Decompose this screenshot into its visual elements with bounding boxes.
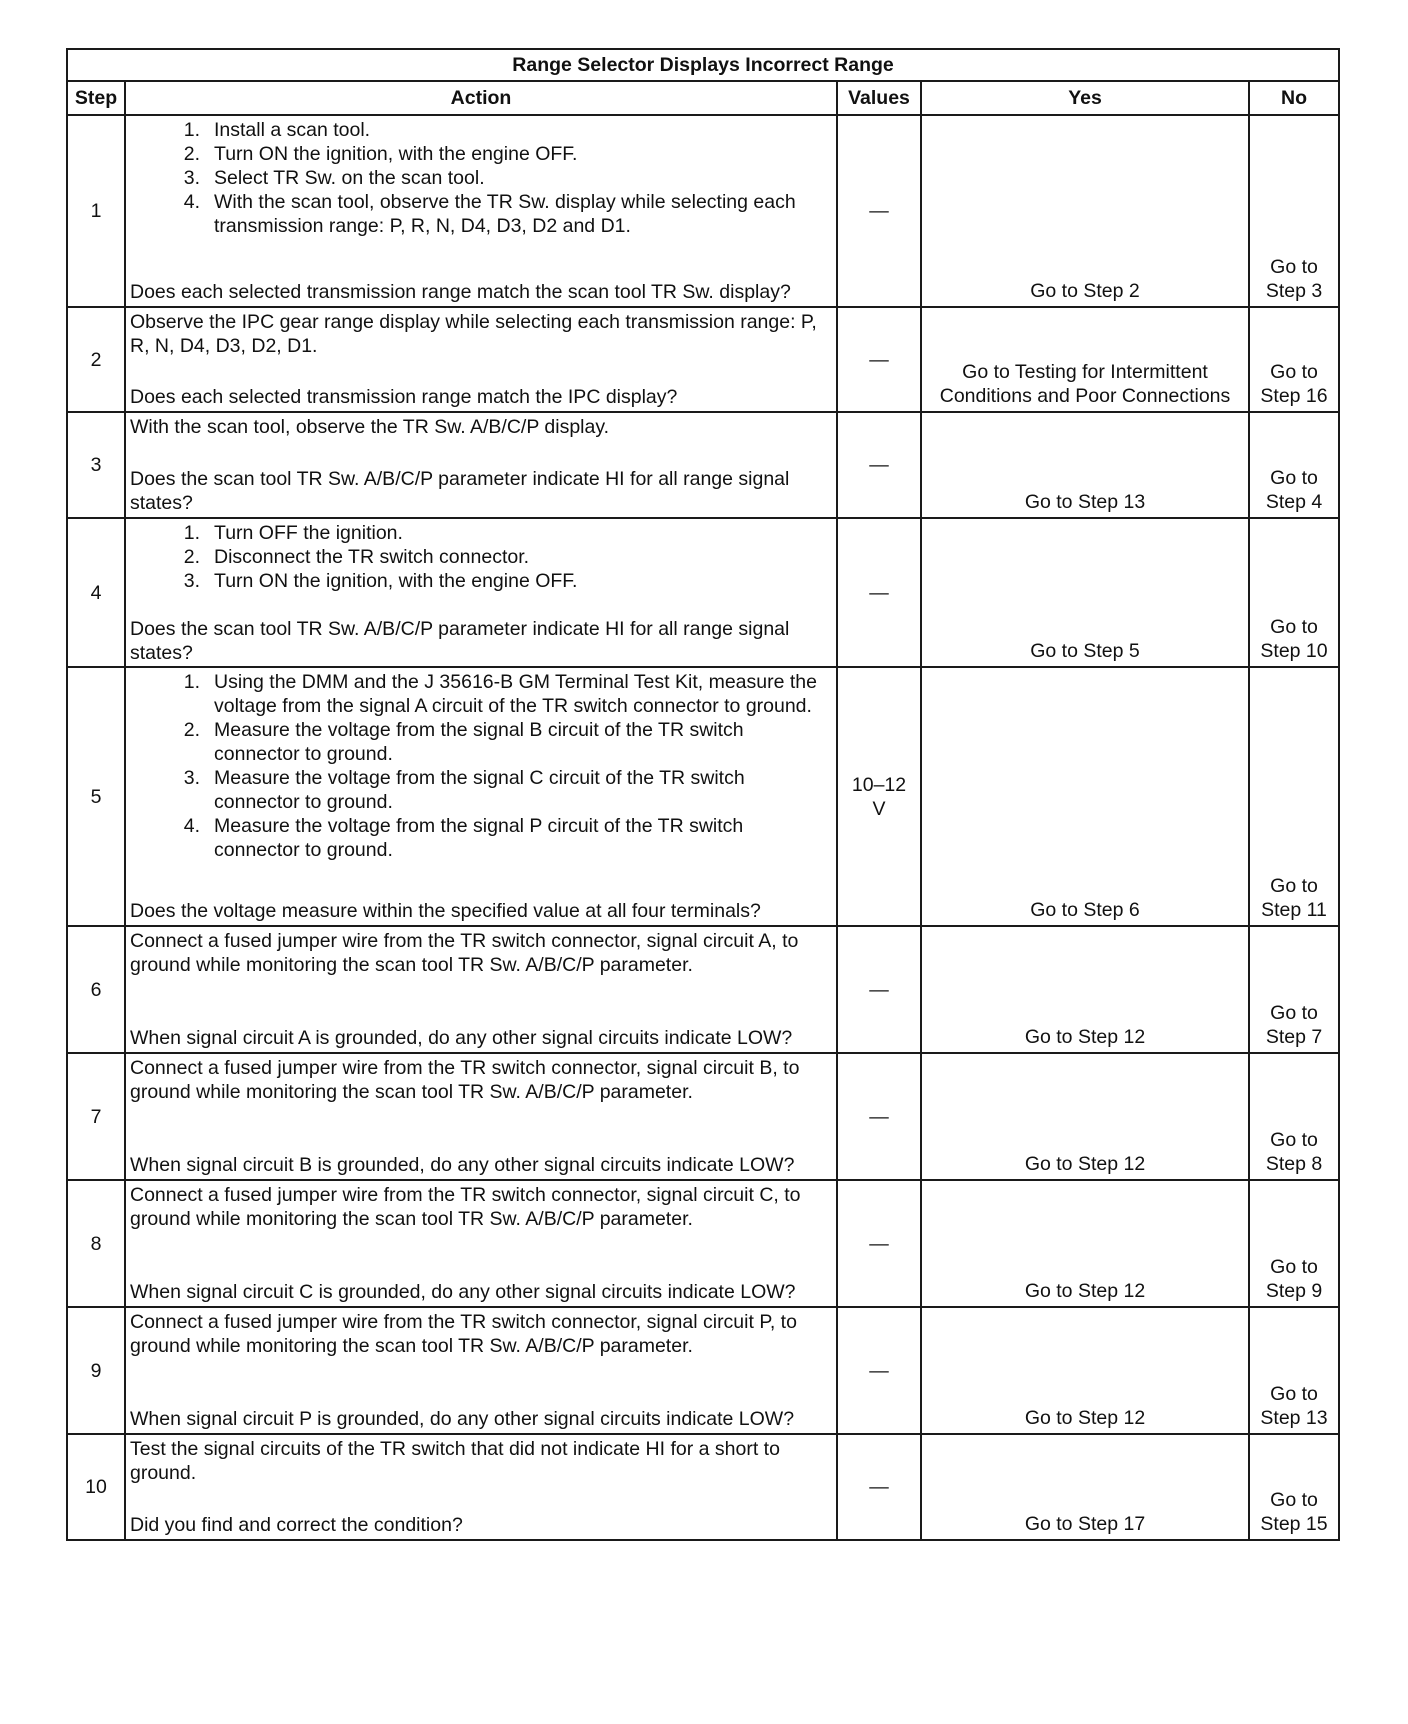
action-intro: Connect a fused jumper wire from the TR switch connector, signal circuit C, to ground while monitoring the scan tool TR Sw. A/B/C/P parameter. — [130, 1184, 801, 1230]
no-cell: Go to Step 15 — [1249, 1434, 1339, 1540]
list-item-text: Using the DMM and the J 35616-B GM Terminal Test Kit, measure the voltage from the signal A circuit of the TR switch connector to ground. — [214, 671, 817, 717]
action-cell — [125, 1180, 837, 1307]
list-item-text: Turn OFF the ignition. — [214, 522, 403, 544]
table-row — [67, 926, 1339, 1053]
header-values: Values — [837, 81, 921, 115]
action-cell — [125, 518, 837, 667]
values-cell: — — [837, 1180, 921, 1307]
action-intro: Connect a fused jumper wire from the TR switch connector, signal circuit P, to ground while monitoring the scan tool TR Sw. A/B/C/P parameter. — [130, 1311, 797, 1357]
action-cell — [125, 1434, 837, 1540]
values-cell: — — [837, 1307, 921, 1434]
table-row — [67, 667, 1339, 926]
yes-cell: Go to Step 12 — [921, 1053, 1249, 1180]
no-cell: Go to Step 9 — [1249, 1180, 1339, 1307]
no-cell: Go to Step 11 — [1249, 667, 1339, 926]
values-cell: — — [837, 926, 921, 1053]
action-intro: Connect a fused jumper wire from the TR switch connector, signal circuit A, to ground while monitoring the scan tool TR Sw. A/B/C/P parameter. — [130, 930, 799, 976]
values-cell: — — [837, 518, 921, 667]
list-item-text: Turn ON the ignition, with the engine OFF. — [214, 570, 578, 592]
no-cell: Go to Step 3 — [1249, 115, 1339, 307]
list-item-text: Select TR Sw. on the scan tool. — [214, 167, 485, 189]
action-question: Did you find and correct the condition? — [130, 1514, 463, 1536]
list-item: 1. Using the DMM and the J 35616-B GM Terminal Test Kit, measure the voltage from the signal A circuit of the TR switch connector to ground. — [183, 671, 817, 717]
no-cell: Go to Step 13 — [1249, 1307, 1339, 1434]
table-title: Range Selector Displays Incorrect Range — [67, 49, 1339, 81]
list-item: 3. Turn ON the ignition, with the engine OFF. — [183, 570, 578, 592]
no-cell: Go to Step 8 — [1249, 1053, 1339, 1180]
table-row — [67, 518, 1339, 667]
step-number: 8 — [67, 1180, 125, 1307]
values-cell: — — [837, 307, 921, 412]
action-cell — [125, 115, 837, 307]
table-row — [67, 307, 1339, 412]
action-question: When signal circuit C is grounded, do any other signal circuits indicate LOW? — [130, 1281, 796, 1303]
yes-cell: Go to Step 5 — [921, 518, 1249, 667]
action-cell — [125, 1307, 837, 1434]
yes-cell: Go to Step 12 — [921, 1180, 1249, 1307]
action-intro: Observe the IPC gear range display while selecting each transmission range: P, R, N, D4, D3, D2, D1. — [130, 311, 817, 357]
action-list — [130, 118, 832, 238]
list-item: 1. Install a scan tool. — [183, 119, 371, 141]
header-no: No — [1249, 81, 1339, 115]
step-number: 9 — [67, 1307, 125, 1434]
list-item: 2. Measure the voltage from the signal B circuit of the TR switch connector to ground. — [183, 719, 744, 765]
action-list — [130, 670, 832, 862]
list-item-text: Turn ON the ignition, with the engine OFF. — [214, 143, 578, 165]
values-cell: — — [837, 412, 921, 518]
action-list — [130, 521, 832, 593]
list-item-text: Measure the voltage from the signal P circuit of the TR switch connector to ground. — [214, 815, 744, 861]
table-row — [67, 1053, 1339, 1180]
action-cell — [125, 926, 837, 1053]
action-cell — [125, 412, 837, 518]
diagnostic-table — [66, 48, 1340, 1541]
yes-cell: Go to Step 12 — [921, 1307, 1249, 1434]
list-item-text: Measure the voltage from the signal B circuit of the TR switch connector to ground. — [214, 719, 744, 765]
step-number: 10 — [67, 1434, 125, 1540]
yes-cell: Go to Testing for Intermittent Conditions and Poor Connections — [921, 307, 1249, 412]
table-row — [67, 412, 1339, 518]
list-item: 4. Measure the voltage from the signal P circuit of the TR switch connector to ground. — [183, 815, 744, 861]
action-question: When signal circuit B is grounded, do any other signal circuits indicate LOW? — [130, 1154, 795, 1176]
list-item: 3. Select TR Sw. on the scan tool. — [183, 167, 485, 189]
action-cell — [125, 1053, 837, 1180]
step-number: 2 — [67, 307, 125, 412]
header-action: Action — [125, 81, 837, 115]
no-cell: Go to Step 10 — [1249, 518, 1339, 667]
yes-cell: Go to Step 13 — [921, 412, 1249, 518]
list-item: 2. Turn ON the ignition, with the engine OFF. — [183, 143, 578, 165]
table-row — [67, 1307, 1339, 1434]
action-question: When signal circuit A is grounded, do any other signal circuits indicate LOW? — [130, 1027, 793, 1049]
yes-cell: Go to Step 2 — [921, 115, 1249, 307]
action-intro: With the scan tool, observe the TR Sw. A/B/C/P display. — [130, 416, 610, 438]
yes-cell: Go to Step 17 — [921, 1434, 1249, 1540]
no-cell: Go to Step 16 — [1249, 307, 1339, 412]
action-question: Does the scan tool TR Sw. A/B/C/P parameter indicate HI for all range signal states? — [130, 618, 790, 664]
list-item-text: Disconnect the TR switch connector. — [214, 546, 530, 568]
step-number: 5 — [67, 667, 125, 926]
step-number: 7 — [67, 1053, 125, 1180]
action-question: Does the scan tool TR Sw. A/B/C/P parameter indicate HI for all range signal states? — [130, 468, 790, 514]
action-question: Does each selected transmission range match the IPC display? — [130, 386, 678, 408]
header-step: Step — [67, 81, 125, 115]
list-item: 1. Turn OFF the ignition. — [183, 522, 403, 544]
step-number: 6 — [67, 926, 125, 1053]
values-cell: — — [837, 1053, 921, 1180]
list-item-text: With the scan tool, observe the TR Sw. display while selecting each transmission range: P, R, N, D4, D3, D2 and D1. — [214, 191, 796, 237]
table-body — [67, 115, 1339, 1540]
table-row — [67, 1434, 1339, 1540]
table-row — [67, 1180, 1339, 1307]
action-intro: Connect a fused jumper wire from the TR switch connector, signal circuit B, to ground while monitoring the scan tool TR Sw. A/B/C/P parameter. — [130, 1057, 800, 1103]
header-yes: Yes — [921, 81, 1249, 115]
no-cell: Go to Step 7 — [1249, 926, 1339, 1053]
list-item: 4. With the scan tool, observe the TR Sw. display while selecting each transmission range: P, R, N, D4, D3, D2 and D1. — [183, 191, 796, 237]
action-question: Does the voltage measure within the specified value at all four terminals? — [130, 900, 761, 922]
step-number: 3 — [67, 412, 125, 518]
list-item-text: Measure the voltage from the signal C circuit of the TR switch connector to ground. — [214, 767, 745, 813]
step-number: 1 — [67, 115, 125, 307]
action-question: When signal circuit P is grounded, do any other signal circuits indicate LOW? — [130, 1408, 795, 1430]
action-cell — [125, 307, 837, 412]
values-cell: — — [837, 115, 921, 307]
yes-cell: Go to Step 12 — [921, 926, 1249, 1053]
list-item: 2. Disconnect the TR switch connector. — [183, 546, 530, 568]
yes-cell: Go to Step 6 — [921, 667, 1249, 926]
values-cell: — — [837, 1434, 921, 1540]
action-intro: Test the signal circuits of the TR switch that did not indicate HI for a short to ground. — [130, 1438, 780, 1484]
action-cell — [125, 667, 837, 926]
list-item-text: Install a scan tool. — [214, 119, 371, 141]
step-number: 4 — [67, 518, 125, 667]
no-cell: Go to Step 4 — [1249, 412, 1339, 518]
values-cell: 10–12 V — [837, 667, 921, 926]
list-item: 3. Measure the voltage from the signal C circuit of the TR switch connector to ground. — [183, 767, 745, 813]
action-question: Does each selected transmission range match the scan tool TR Sw. display? — [130, 281, 791, 303]
table-row — [67, 115, 1339, 307]
